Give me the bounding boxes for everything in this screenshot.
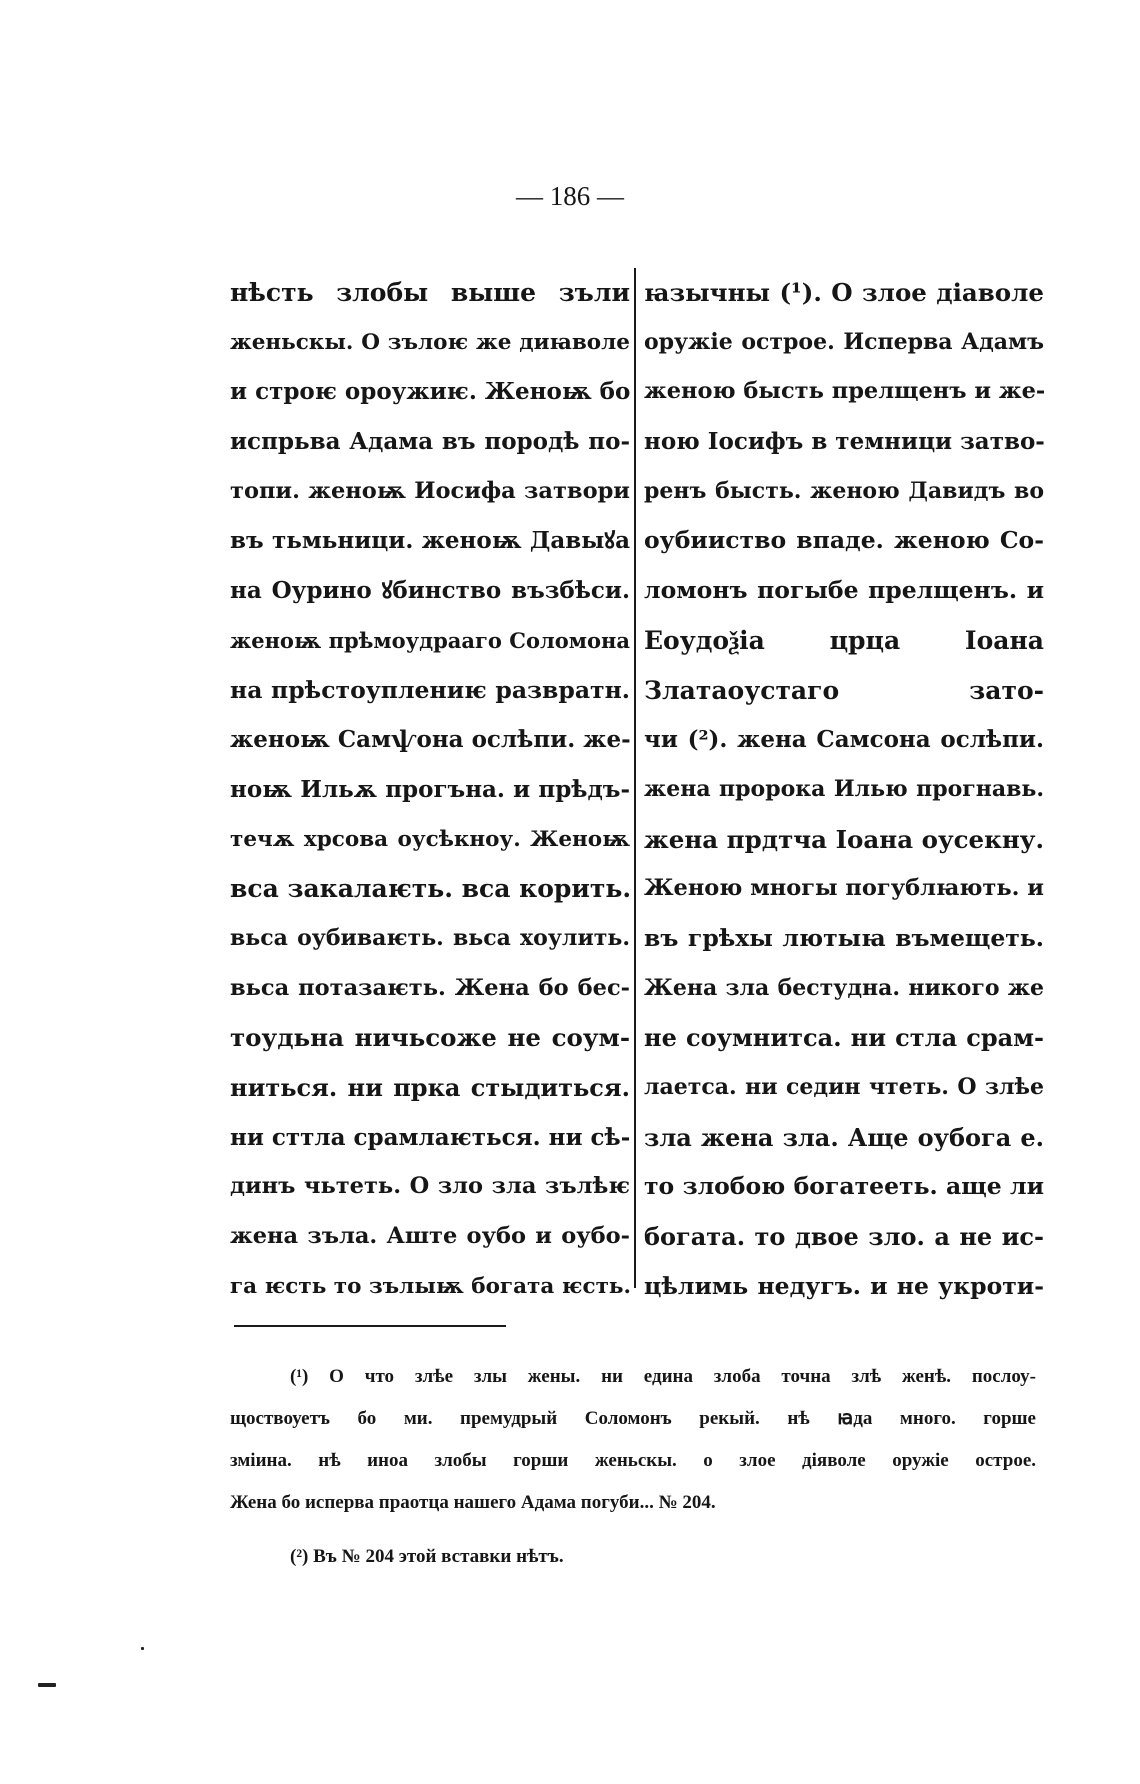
text-line: вьса потазаѥть. Жена бо бес- [230, 974, 630, 1001]
text-line: Жена зла бестудна. никого же [644, 974, 1044, 1001]
text-line: ниться. ни прка стыдиться. [230, 1073, 630, 1102]
text-line: Златаоустаго зато- [644, 675, 1044, 705]
text-line: ни сттла срамлаѥться. ни сѣ- [230, 1123, 631, 1151]
text-line: ꙗзычны (¹). О злое діаволе [644, 278, 1044, 307]
footnotes [230, 1356, 1036, 1578]
text-line: топи. женоѭ Иосифа затвори [230, 477, 630, 504]
print-speck [141, 1647, 144, 1650]
footnote-1-line: Жена бо исперва праотца нашего Адама погуби... № 204. [230, 1492, 716, 1513]
text-line: цѣлимь недугъ. и не укроти- [644, 1271, 1044, 1300]
text-line: га ѥсть то зълыѭ богата ѥсть. [230, 1273, 631, 1299]
text-line: на прѣстоуплениѥ развратн. [230, 675, 630, 704]
text-line: жена прдтча Іоана оусекну. [644, 824, 1044, 854]
text-line: то злобою богатееть. аще ли [644, 1172, 1044, 1201]
text-line: ренъ бысть. женою Давидъ во [644, 477, 1044, 504]
text-line: тоудьна ничьсоже не соум- [230, 1023, 630, 1053]
left-column [230, 268, 630, 1311]
text-line: зла жена зла. Аще оубога е. [644, 1122, 1044, 1152]
column-divider [634, 268, 636, 1288]
text-line: жена пророка Илью прогнавь. [644, 775, 1044, 802]
text-line: жена зъла. Аште оубо и оубо- [230, 1223, 630, 1250]
text-line: Еоудоѯіа црца Іоана [644, 625, 1044, 655]
text-line: нѣсть злобы выше зъли [230, 278, 630, 307]
text-line: ноѭ Ильѫ прогъна. и прѣдъ- [230, 775, 630, 803]
text-line: въ тьмьници. женоѭ Давыꙋа [230, 527, 630, 555]
right-column [644, 268, 1044, 1311]
text-line: динъ чьтеть. О зло зла зълѣѥ [230, 1173, 630, 1200]
text-line: на Оурино ꙋбинство възбѣси. [230, 577, 630, 605]
text-line: чи (²). жена Самсона ослѣпи. [644, 726, 1044, 754]
footnote-1-line: щоствоуетъ бо ми. премудрый Соломонъ рекый. нѣ ꙗда много. горше [230, 1408, 1036, 1429]
text-line: въ грѣхы лютыꙗ въмещеть. [644, 923, 1044, 952]
footnote-2: (²) Въ № 204 этой вставки нѣтъ. [290, 1546, 564, 1567]
text-line: богата. то двое зло. а не ис- [644, 1222, 1044, 1252]
page-number: — 186 — [516, 181, 624, 211]
text-line: вса закалаѥть. вса корить. [230, 874, 632, 904]
text-line: не соумнитса. ни стла срам- [644, 1023, 1044, 1053]
text-line: течѫ хрсова оусѣкноу. Женоѭ [230, 826, 630, 852]
text-line: Женою многы погублꙗють. и [644, 875, 1044, 902]
footnote-rule [234, 1325, 506, 1327]
text-line: оружіе острое. Исперва Адамъ [644, 328, 1044, 355]
text-line: женоѭ прѣмоудрааго Соломона [230, 627, 630, 653]
text-line: лаетса. ни седин чтеть. О злѣе [644, 1074, 1044, 1100]
text-line: оубииство впаде. женою Со- [644, 526, 1044, 555]
footnote-1-line: (¹) О что злѣе злы жены. ни едина злоба точна злѣ женѣ. послоу- [290, 1366, 1036, 1387]
text-line: женьскы. О зълоѥ же диꙗволе [230, 329, 630, 355]
text-line: женою бысть прелщенъ и же- [644, 378, 1046, 405]
text-line: и строѥ ороужиѥ. Женоѭ бо [230, 378, 631, 406]
text-line: вьса оубиваѥть. вьса хоулить. [230, 924, 630, 951]
text-line: ною Іосифъ в темници затво- [644, 428, 1045, 456]
print-speck [38, 1683, 56, 1687]
text-line: испрьва Адама въ породѣ по- [230, 428, 630, 456]
text-line: женоѭ Самѱона ослѣпи. же- [230, 726, 631, 754]
text-line: ломонъ погыбе прелщенъ. и [644, 576, 1044, 605]
footnote-1-line: зміина. нѣ инoа злобы горши женьскы. о злое діяволе оружіе острое. [230, 1450, 1036, 1471]
